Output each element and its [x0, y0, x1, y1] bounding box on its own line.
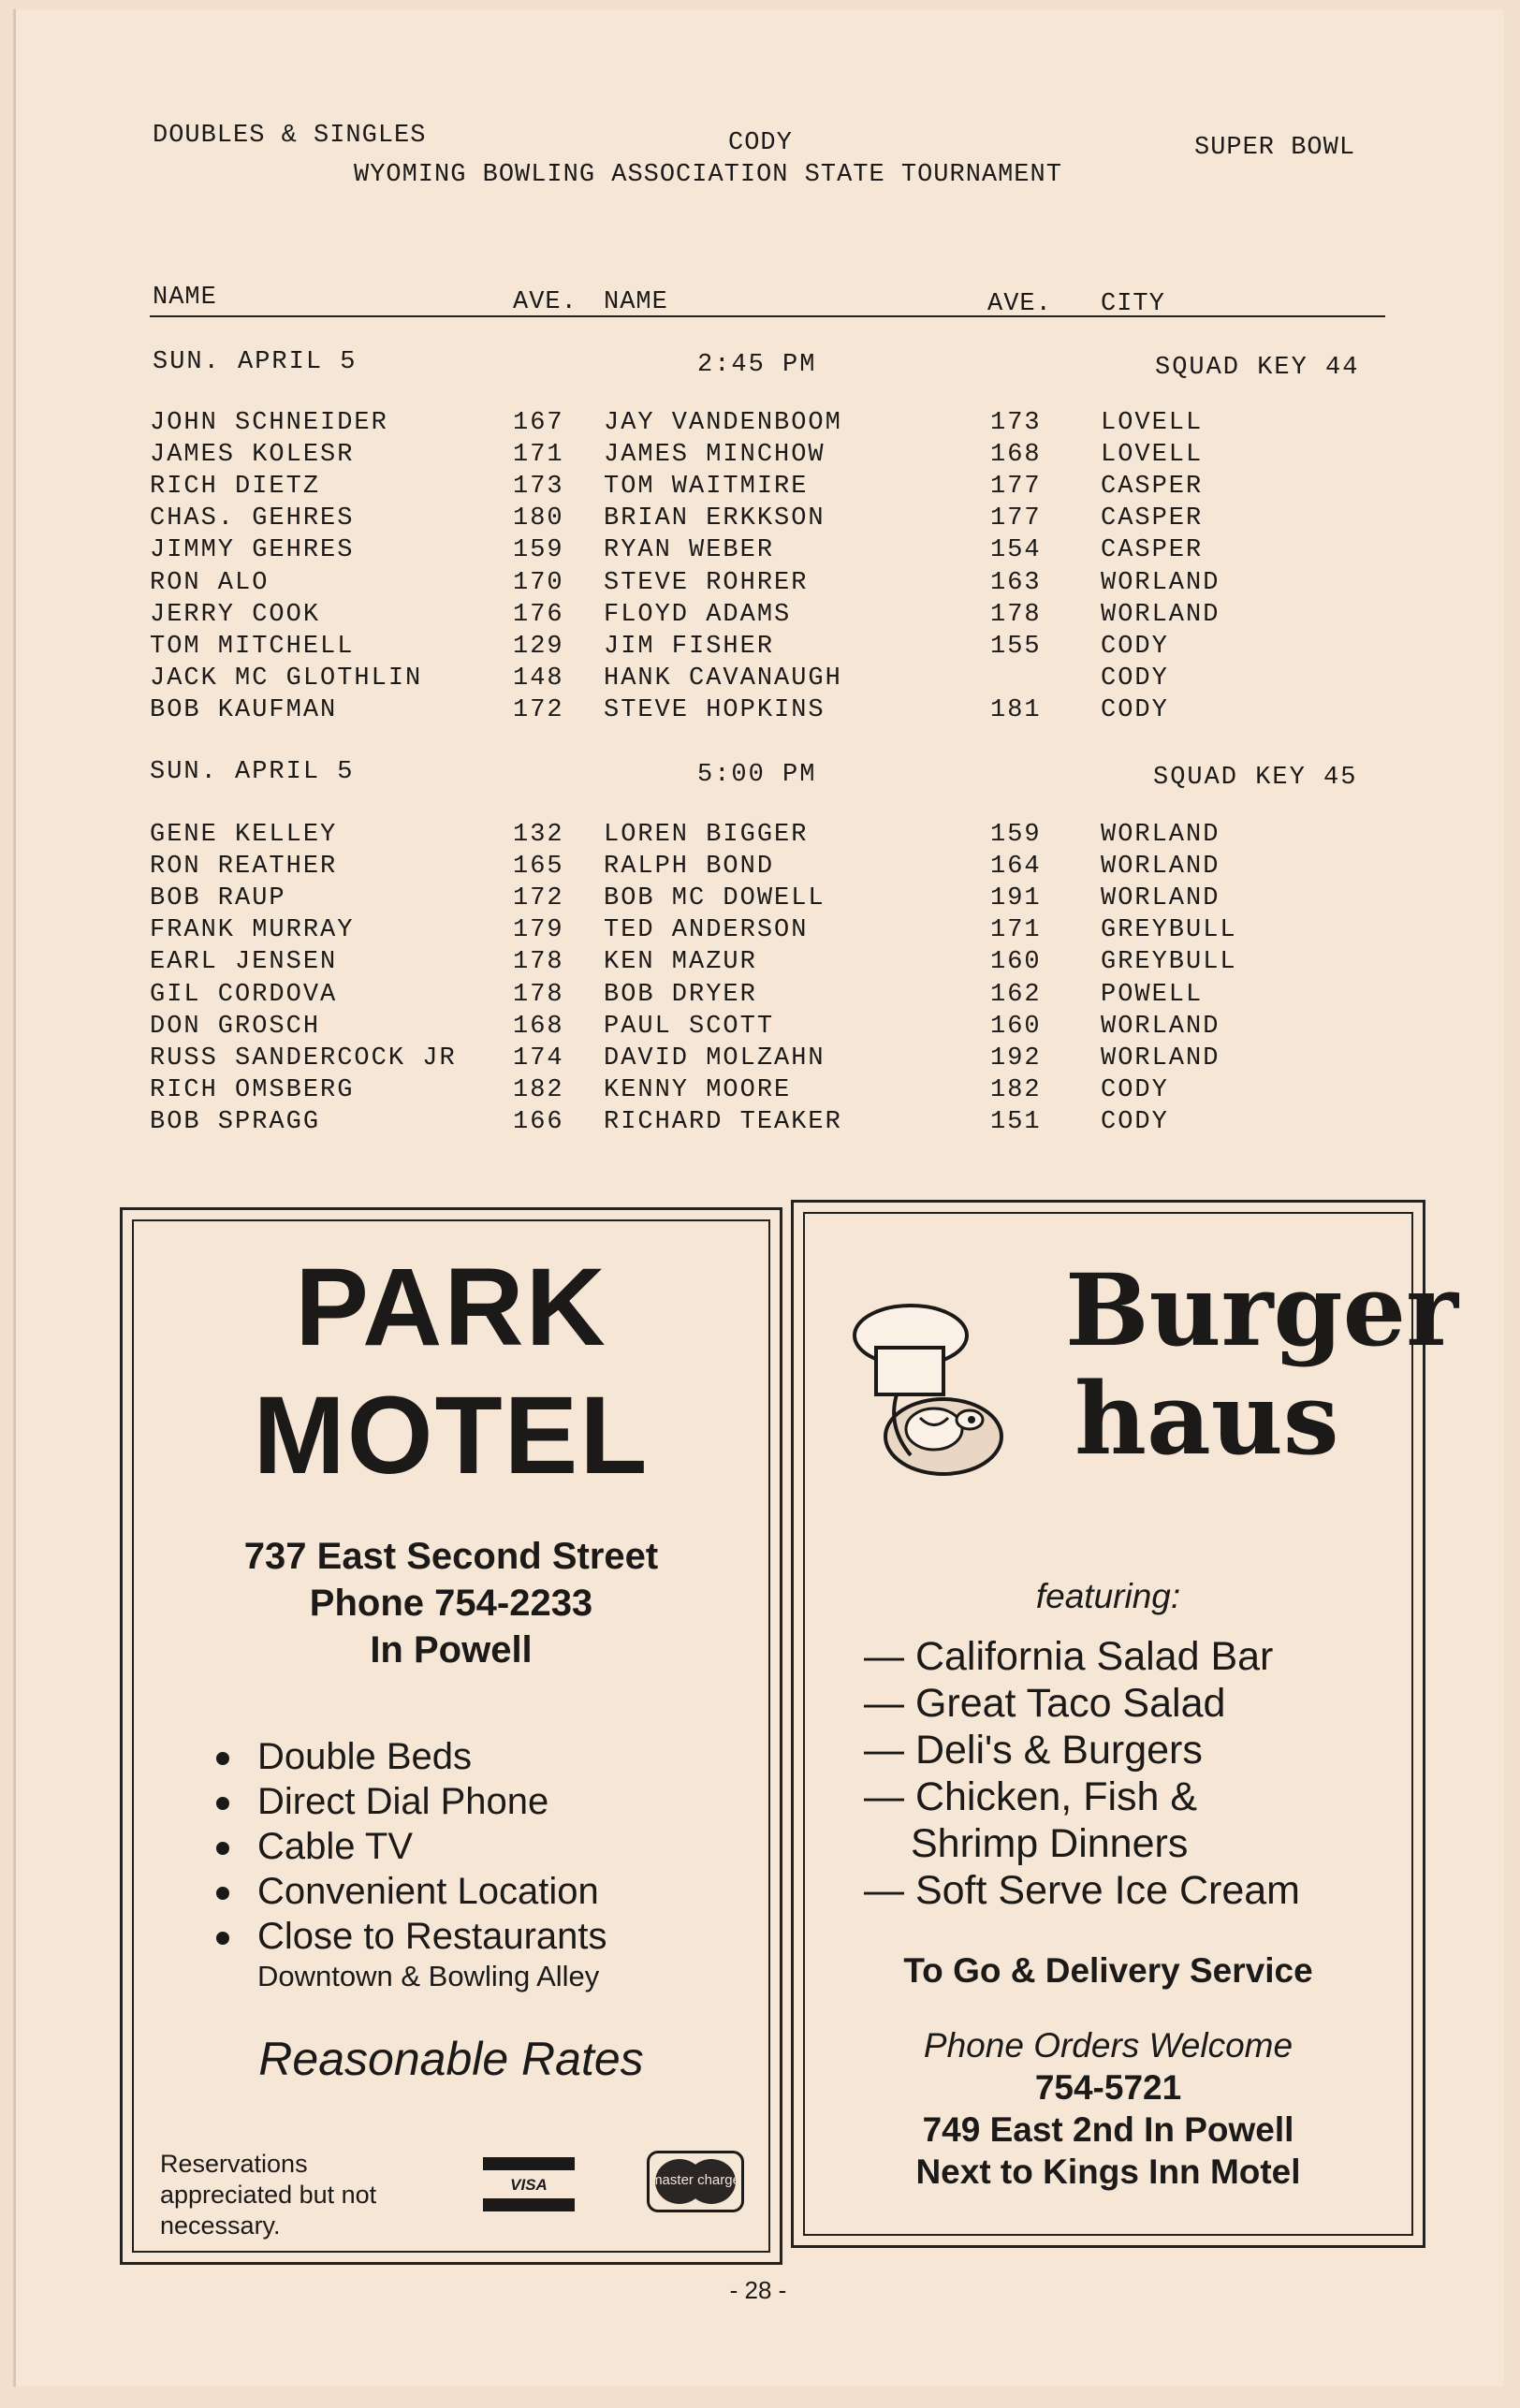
bowler-average: 172	[513, 884, 564, 913]
feature-item: Cable TV	[216, 1824, 607, 1869]
bowler-average: 129	[513, 632, 564, 661]
partner-name: STEVE ROHRER	[604, 568, 809, 597]
table-row	[0, 569, 1520, 601]
partner-name: FLOYD ADAMS	[604, 600, 792, 629]
bowler-name: RON ALO	[150, 568, 270, 597]
bowler-city: WORLAND	[1101, 1043, 1220, 1073]
bowler-average: 176	[513, 600, 564, 629]
partner-average: 178	[990, 600, 1042, 629]
partner-average: 181	[990, 695, 1042, 724]
bowler-average: 173	[513, 473, 564, 502]
partner-average: 151	[990, 1107, 1042, 1136]
bowler-city: WORLAND	[1101, 884, 1220, 913]
bowler-average: 159	[513, 536, 564, 565]
burger-haus-ad	[791, 1200, 1458, 2248]
feature-item: Double Beds	[216, 1734, 607, 1779]
bowler-average: 182	[513, 1075, 564, 1104]
squad-key: SQUAD KEY 44	[1155, 354, 1360, 382]
bowler-average: 172	[513, 695, 564, 724]
bowler-city: WORLAND	[1101, 568, 1220, 597]
header-center: CODY	[728, 129, 793, 157]
burger-haus-menu	[864, 1633, 1300, 1914]
partner-name: BOB DRYER	[604, 980, 757, 1009]
bowler-name: DON GROSCH	[150, 1012, 321, 1041]
partner-name: PAUL SCOTT	[604, 1012, 775, 1041]
partner-name: BOB MC DOWELL	[604, 884, 826, 913]
squad-time: 5:00 PM	[697, 761, 817, 789]
menu-item-continued: Shrimp Dinners	[911, 1821, 1189, 1866]
bowler-name: JAMES KOLESR	[150, 441, 355, 470]
feature-item: Convenient Location	[216, 1869, 607, 1914]
bowler-city: CODY	[1101, 695, 1169, 724]
reservations-line: appreciated but not	[160, 2181, 377, 2209]
burger-haus-title-2: haus	[1074, 1360, 1339, 1477]
bowler-name: BOB KAUFMAN	[150, 695, 338, 724]
reservations-line: Reservations	[160, 2150, 308, 2178]
bowler-average: 178	[513, 980, 564, 1009]
col-ave2: AVE.	[987, 290, 1052, 318]
partner-name: RICHARD TEAKER	[604, 1107, 842, 1136]
park-motel-features	[216, 1734, 607, 1994]
partner-name: TOM WAITMIRE	[604, 473, 809, 502]
burger-haus-address: 749 East 2nd In Powell	[922, 2110, 1294, 2149]
park-motel-address: 737 East Second Street	[243, 1536, 659, 1577]
table-row	[0, 1013, 1520, 1044]
partner-average: 164	[990, 853, 1042, 882]
bowler-city: POWELL	[1101, 980, 1204, 1009]
bowler-name: JERRY COOK	[150, 600, 321, 629]
bowler-name: RUSS SANDERCOCK JR	[150, 1043, 457, 1073]
partner-average: 168	[990, 441, 1042, 470]
visa-bar-top	[483, 2157, 575, 2170]
menu-item: — California Salad Bar	[864, 1634, 1274, 1679]
partner-name: RYAN WEBER	[604, 536, 775, 565]
table-row	[0, 441, 1520, 473]
reservations-line: necessary.	[160, 2211, 281, 2240]
table-row	[0, 1076, 1520, 1108]
partner-name: BRIAN ERKKSON	[604, 504, 826, 533]
table-row	[0, 473, 1520, 504]
bowler-average: 179	[513, 916, 564, 945]
burger-haus-landmark: Next to Kings Inn Motel	[915, 2153, 1301, 2191]
bowler-average: 166	[513, 1107, 564, 1136]
feature-item: Close to Restaurants	[216, 1914, 607, 1959]
partner-name: DAVID MOLZAHN	[604, 1043, 826, 1073]
bowler-name: GIL CORDOVA	[150, 980, 338, 1009]
partner-average: 171	[990, 916, 1042, 945]
partner-name: JIM FISHER	[604, 632, 775, 661]
squad-key: SQUAD KEY 45	[1153, 764, 1358, 792]
bowler-city: WORLAND	[1101, 821, 1220, 849]
bowler-average: 174	[513, 1043, 564, 1073]
partner-average: 155	[990, 632, 1042, 661]
park-motel-town: In Powell	[370, 1629, 533, 1671]
burger-haus-title-1: Burger	[1065, 1251, 1458, 1368]
mc-label: master charge	[650, 2172, 740, 2188]
partner-average: 173	[990, 409, 1042, 437]
partner-average: 177	[990, 504, 1042, 533]
header-right: SUPER BOWL	[1194, 134, 1356, 162]
menu-item: — Deli's & Burgers	[864, 1728, 1203, 1773]
table-row	[0, 1108, 1520, 1140]
table-row	[0, 696, 1520, 728]
partner-average: 160	[990, 1012, 1042, 1041]
bowler-name: JOHN SCHNEIDER	[150, 409, 388, 437]
park-motel-title-1: PARK	[295, 1246, 607, 1369]
menu-item: — Soft Serve Ice Cream	[864, 1868, 1300, 1913]
partner-average: 160	[990, 948, 1042, 977]
burger-haus-phone: 754-5721	[1034, 2068, 1182, 2107]
table-row	[0, 884, 1520, 916]
bowler-name: JIMMY GEHRES	[150, 536, 355, 565]
park-motel-rates: Reasonable Rates	[258, 2033, 644, 2085]
bowler-name: JACK MC GLOTHLIN	[150, 664, 423, 693]
table-row	[0, 536, 1520, 568]
bowler-name: CHAS. GEHRES	[150, 504, 355, 533]
header-rule	[150, 315, 1385, 317]
bowler-average: 168	[513, 1012, 564, 1041]
partner-average: 162	[990, 980, 1042, 1009]
park-motel-ad	[120, 1207, 782, 2265]
bowler-average: 148	[513, 664, 564, 693]
bowler-name: EARL JENSEN	[150, 948, 338, 977]
table-row	[0, 633, 1520, 664]
bowler-average: 171	[513, 441, 564, 470]
menu-item: — Great Taco Salad	[864, 1681, 1226, 1726]
col-ave1: AVE.	[513, 288, 577, 316]
bowler-city: CASPER	[1101, 536, 1204, 565]
bowler-city: GREYBULL	[1101, 948, 1237, 977]
chef-mascot-icon	[840, 1296, 1018, 1483]
bowler-average: 170	[513, 568, 564, 597]
burger-haus-phone-orders: Phone Orders Welcome	[923, 2026, 1293, 2065]
table-row	[0, 821, 1520, 853]
bowler-average: 180	[513, 504, 564, 533]
feature-item: Direct Dial Phone	[216, 1779, 607, 1824]
partner-name: TED ANDERSON	[604, 916, 809, 945]
partner-name: KENNY MOORE	[604, 1075, 792, 1104]
park-motel-reservations	[160, 2149, 376, 2241]
partner-average: 182	[990, 1075, 1042, 1104]
bowler-city: WORLAND	[1101, 853, 1220, 882]
partner-name: STEVE HOPKINS	[604, 695, 826, 724]
feature-subtext: Downtown & Bowling Alley	[257, 1960, 600, 1992]
col-name1: NAME	[153, 284, 217, 312]
bowler-name: FRANK MURRAY	[150, 916, 355, 945]
visa-logo-icon	[483, 2157, 575, 2213]
bowler-city: CODY	[1101, 632, 1169, 661]
partner-average: 159	[990, 821, 1042, 849]
bowler-average: 178	[513, 948, 564, 977]
table-row	[0, 409, 1520, 441]
partner-name: RALPH BOND	[604, 853, 775, 882]
partner-average: 154	[990, 536, 1042, 565]
bowler-name: RON REATHER	[150, 853, 338, 882]
partner-name: LOREN BIGGER	[604, 821, 809, 849]
partner-name: JAY VANDENBOOM	[604, 409, 842, 437]
bowler-name: RICH OMSBERG	[150, 1075, 355, 1104]
partner-name: HANK CAVANAUGH	[604, 664, 842, 693]
park-motel-phone: Phone 754-2233	[309, 1583, 593, 1624]
bowler-city: WORLAND	[1101, 1012, 1220, 1041]
table-row	[0, 504, 1520, 536]
page-number: - 28 -	[729, 2276, 787, 2304]
partner-average: 192	[990, 1043, 1042, 1073]
bowler-city: WORLAND	[1101, 600, 1220, 629]
bowler-city: CODY	[1101, 1107, 1169, 1136]
partner-average: 163	[990, 568, 1042, 597]
header-subtitle: WYOMING BOWLING ASSOCIATION STATE TOURNAMENT	[354, 161, 1062, 189]
squad-time: 2:45 PM	[697, 351, 817, 379]
partner-average: 191	[990, 884, 1042, 913]
bowler-city: CASPER	[1101, 504, 1204, 533]
col-name2: NAME	[604, 288, 668, 316]
table-row	[0, 1044, 1520, 1076]
bowler-city: LOVELL	[1101, 441, 1204, 470]
header-left: DOUBLES & SINGLES	[153, 122, 427, 150]
bowler-city: CASPER	[1101, 473, 1204, 502]
partner-name: JAMES MINCHOW	[604, 441, 826, 470]
bowler-name: BOB SPRAGG	[150, 1107, 321, 1136]
table-row	[0, 853, 1520, 884]
squad-day: SUN. APRIL 5	[153, 348, 358, 376]
master-charge-logo-icon	[647, 2151, 744, 2212]
table-row	[0, 916, 1520, 948]
bowler-city: LOVELL	[1101, 409, 1204, 437]
visa-bar-bottom	[483, 2198, 575, 2211]
bowler-name: GENE KELLEY	[150, 821, 338, 849]
bowler-name: RICH DIETZ	[150, 473, 321, 502]
bowler-city: CODY	[1101, 1075, 1169, 1104]
partner-average: 177	[990, 473, 1042, 502]
table-row	[0, 664, 1520, 696]
table-row	[0, 948, 1520, 980]
table-row	[0, 981, 1520, 1013]
partner-name: KEN MAZUR	[604, 948, 757, 977]
bowler-name: BOB RAUP	[150, 884, 286, 913]
table-row	[0, 601, 1520, 633]
burger-haus-service: To Go & Delivery Service	[903, 1951, 1313, 1990]
menu-item: — Chicken, Fish &	[864, 1774, 1198, 1819]
bowler-average: 167	[513, 409, 564, 437]
bowler-name: TOM MITCHELL	[150, 632, 355, 661]
bowler-average: 165	[513, 853, 564, 882]
squad-day: SUN. APRIL 5	[150, 758, 355, 786]
bowler-average: 132	[513, 821, 564, 849]
col-city: CITY	[1101, 290, 1165, 318]
visa-label: VISA	[510, 2176, 548, 2194]
park-motel-title-2: MOTEL	[253, 1374, 650, 1497]
bowler-city: CODY	[1101, 664, 1169, 693]
bowler-city: GREYBULL	[1101, 916, 1237, 945]
burger-haus-featuring: featuring:	[1035, 1577, 1181, 1615]
